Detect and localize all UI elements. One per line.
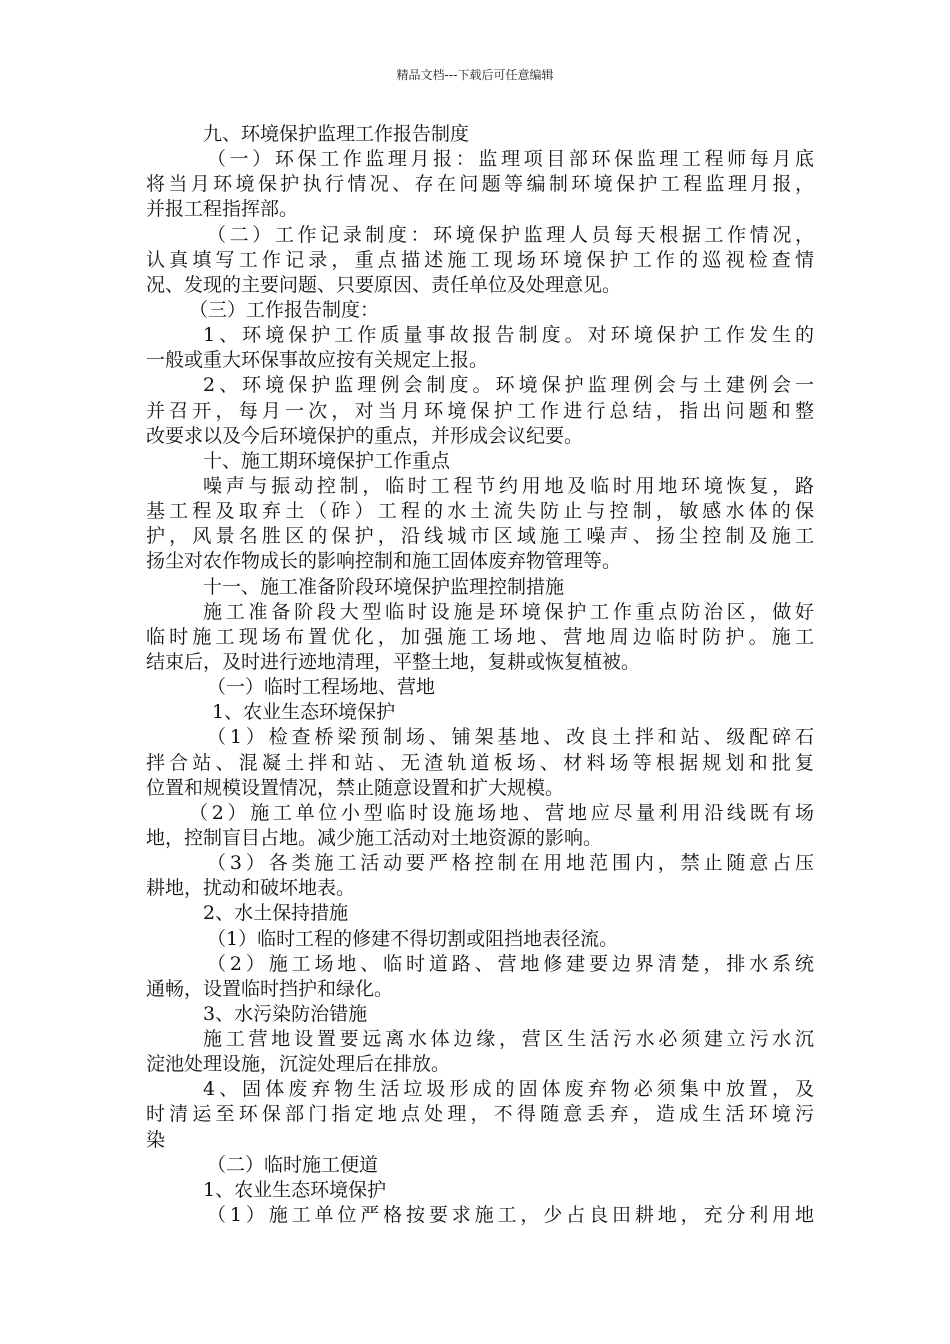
paragraph-line: 扬尘对农作物成长的影响控制和施工固体废弃物管理等。	[146, 550, 622, 573]
paragraph-line: 临时施工现场布置优化，加强施工场地、营地周边临时防护。施工	[146, 625, 814, 648]
section-heading: （二）临时施工便道	[207, 1153, 379, 1176]
paragraph-line: 护，风景名胜区的保护，沿线城市区域施工噪声、扬尘控制及施工	[146, 525, 814, 548]
paragraph-line: 染	[146, 1128, 166, 1151]
section-heading: （三）工作报告制度：	[189, 298, 380, 321]
section-heading: （一）临时工程场地、营地	[207, 676, 436, 699]
paragraph-line: 认真填写工作记录，重点描述施工现场环境保护工作的巡视检查情	[146, 248, 814, 271]
paragraph-line: 并报工程指挥部。	[146, 198, 299, 221]
paragraph-line: 地，控制盲目占地。减少施工活动对土地资源的影响。	[146, 826, 603, 849]
section-heading: 十、施工期环境保护工作重点	[203, 449, 451, 472]
section-heading: 1、农业生态环境保护	[212, 701, 396, 724]
paragraph-line: 1、环境保护工作质量事故报告制度。对环境保护工作发生的	[203, 324, 814, 347]
paragraph-line: （一）环保工作监理月报：监理项目部环保监理工程师每月底	[207, 148, 814, 171]
page-header: 精品文档---下载后可任意编辑	[396, 68, 554, 82]
paragraph-line: （2）施工单位小型临时设施场地、营地应尽量利用沿线既有场	[189, 801, 814, 824]
paragraph-line: 时清运至环保部门指定地点处理，不得随意丢弃，造成生活环境污	[146, 1103, 814, 1126]
paragraph-line: （1）施工单位严格按要求施工，少占良田耕地，充分利用地	[207, 1204, 814, 1227]
paragraph-line: 将当月环境保护执行情况、存在问题等编制环境保护工程监理月报，	[146, 173, 814, 196]
paragraph-line: 拌合站、混凝土拌和站、无渣轨道板场、材料场等根据规划和批复	[146, 751, 814, 774]
section-heading: 十一、施工准备阶段环境保护监理控制措施	[203, 575, 565, 598]
paragraph-line: 2、环境保护监理例会制度。环境保护监理例会与土建例会一	[203, 374, 814, 397]
paragraph-line: 施工准备阶段大型临时设施是环境保护工作重点防治区，做好	[203, 600, 814, 623]
paragraph-line: （3）各类施工活动要严格控制在用地范围内，禁止随意占压	[207, 852, 814, 875]
paragraph-line: 改要求以及今后环境保护的重点，并形成会议纪要。	[146, 424, 584, 447]
section-heading: 1、农业生态环境保护	[203, 1178, 387, 1201]
paragraph-line: 位置和规模设置情况，禁止随意设置和扩大规模。	[146, 776, 565, 799]
paragraph-line: （1）临时工程的修建不得切割或阻挡地表径流。	[207, 927, 619, 950]
paragraph-line: 并召开，每月一次，对当月环境保护工作进行总结，指出问题和整	[146, 399, 814, 422]
paragraph-line: 结束后，及时进行迹地清理，平整土地，复耕或恢复植被。	[146, 650, 641, 673]
section-heading: 九、环境保护监理工作报告制度	[203, 123, 470, 145]
section-heading: 3、水污染防治错施	[203, 1002, 368, 1025]
paragraph-line: （二）工作记录制度：环境保护监理人员每天根据工作情况，	[207, 223, 814, 246]
section-heading: 2、水土保持措施	[203, 902, 349, 925]
paragraph-line: 施工营地设置要远离水体边缘，营区生活污水必须建立污水沉	[203, 1028, 814, 1051]
paragraph-line: （2）施工场地、临时道路、营地修建要边界清楚，排水系统	[207, 952, 814, 975]
paragraph-line: 通畅，设置临时挡护和绿化。	[146, 977, 394, 1000]
paragraph-line: 耕地，扰动和破坏地表。	[146, 877, 356, 900]
document-body	[146, 122, 814, 1228]
paragraph-line: 一般或重大环保事故应按有关规定上报。	[146, 349, 489, 372]
paragraph-line: 4、固体废弃物生活垃圾形成的固体废弃物必须集中放置，及	[203, 1078, 814, 1101]
paragraph-line: 况、发现的主要问题、只要原因、责任单位及处理意见。	[146, 273, 622, 296]
paragraph-line: 基工程及取弃土（砟）工程的水土流失防止与控制，敏感水体的保	[146, 500, 814, 523]
paragraph-line: 噪声与振动控制，临时工程节约用地及临时用地环境恢复，路	[203, 474, 814, 497]
paragraph-line: （1）检查桥梁预制场、铺架基地、改良土拌和站、级配碎石	[207, 726, 814, 749]
paragraph-line: 淀池处理设施，沉淀处理后在排放。	[146, 1053, 451, 1076]
